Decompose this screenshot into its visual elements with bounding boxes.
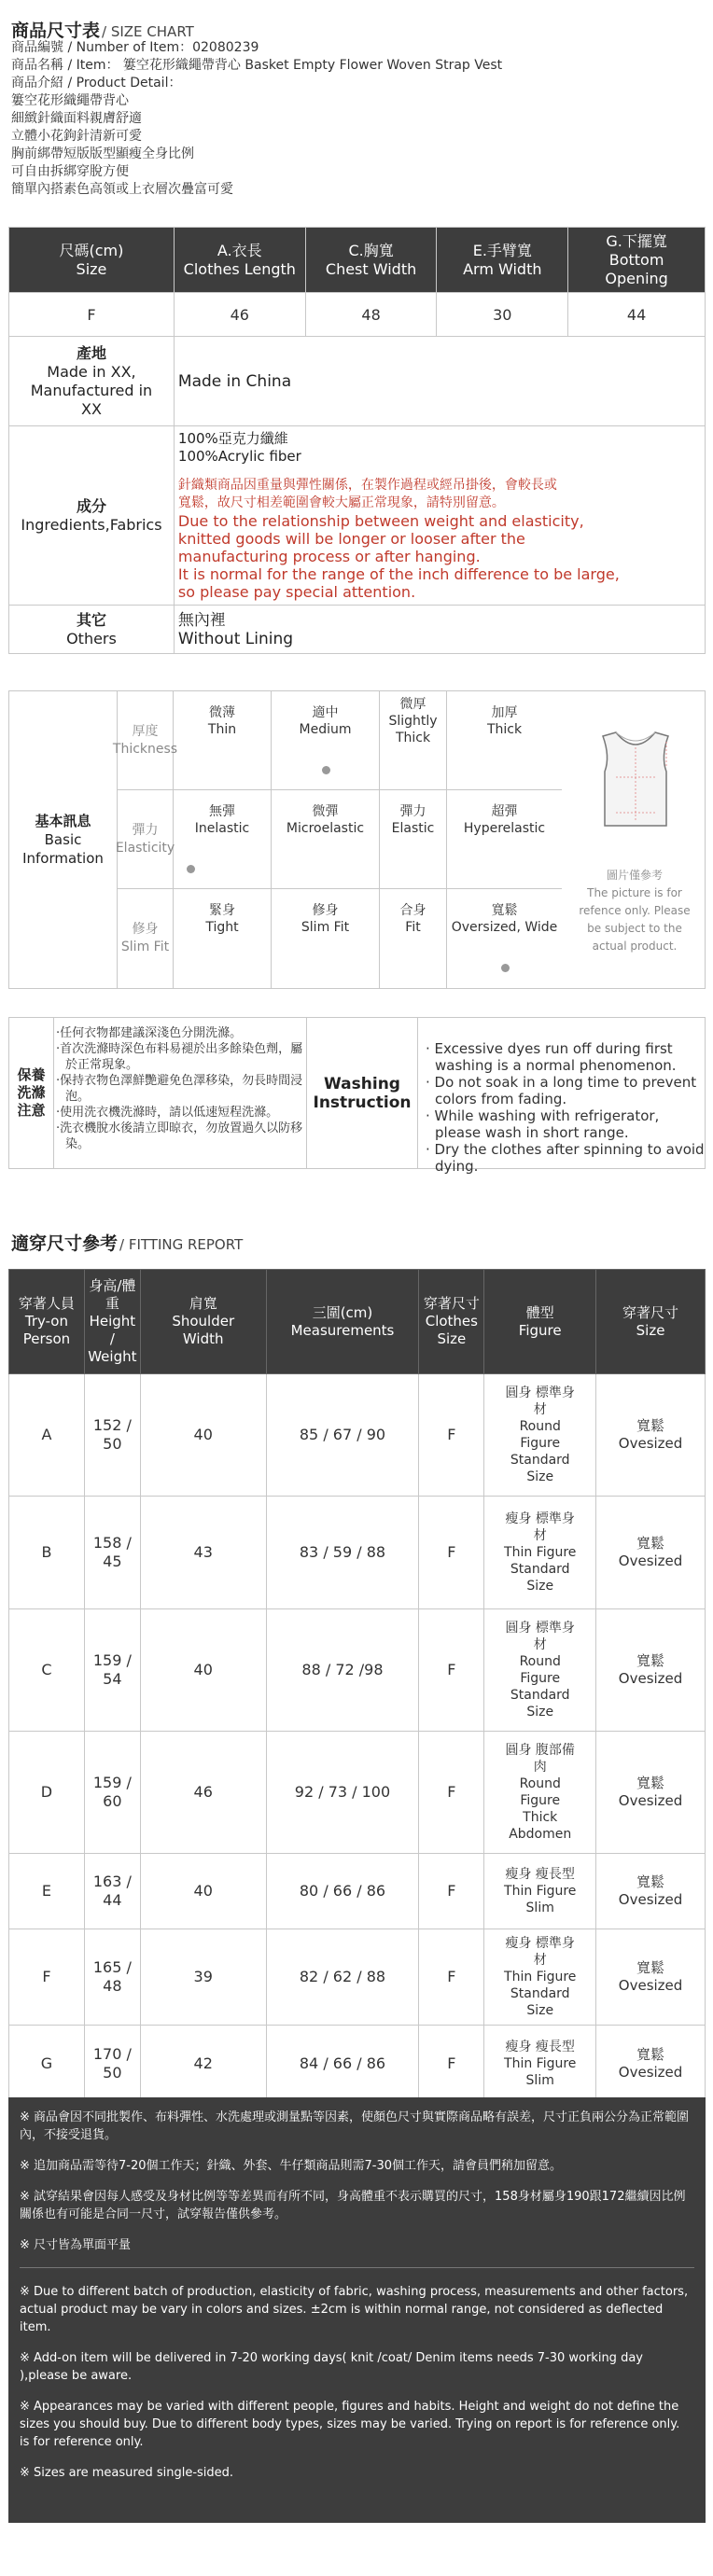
wear-size: 寬鬆 Ovesized (596, 1374, 706, 1497)
thickness-row (112, 691, 562, 790)
shoulder-width: 40 (140, 1854, 266, 1929)
fitting-report-title (11, 1230, 243, 1255)
product-detail-line: 立體小花鉤針清新可愛 (11, 129, 142, 144)
notes-divider (20, 2267, 694, 2268)
fitting-row-d (9, 1732, 706, 1854)
fitting-row-f (9, 1929, 706, 2026)
height-weight: 152 / 50 (84, 1374, 140, 1497)
origin-row (9, 337, 706, 426)
fitting-row-b (9, 1497, 706, 1609)
origin-value: Made in China (174, 337, 705, 426)
figure: 瘦身 標準身 材 Thin Figure Standard Size (484, 1497, 596, 1609)
fit-header-cell: 穿著尺寸 Size (596, 1270, 706, 1374)
clothes-size: F (419, 1609, 484, 1732)
clothes-size: F (419, 1854, 484, 1929)
option-tight: 緊身 Tight (174, 889, 272, 988)
height-weight: 159 / 60 (84, 1732, 140, 1854)
washing-item: ‧首次洗滌時深色布料易褪於出多餘染色劑，屬於正常現象。 (56, 1042, 303, 1072)
try-on-person: F (9, 1929, 85, 2026)
option-fit: 合身 Fit (380, 889, 447, 988)
basic-info (8, 690, 706, 989)
washing-item: ‧洗衣機脫水後請立即晾衣，勿放置過久以防移染。 (56, 1121, 303, 1151)
fit-header-cell: 穿著尺寸 Clothes Size (419, 1270, 484, 1374)
option-slightly-thick: 微厚 Slightly Thick (380, 691, 447, 790)
wear-size: 寬鬆 Ovesized (596, 1854, 706, 1929)
option-hyperelastic: 超彈 Hyperelastic (463, 804, 546, 836)
fitting-title-en: / FITTING REPORT (119, 1236, 244, 1253)
basic-info-label: 基本訊息 Basic Information (9, 691, 118, 988)
fitting-row-a (9, 1374, 706, 1497)
option-inelastic: 無彈 Inelastic (174, 790, 272, 889)
washing-list-zh (56, 1025, 308, 1152)
height-weight: 159 / 54 (84, 1609, 140, 1732)
washing-item: ‧保持衣物色澤鮮艷避免色澤移染，勿長時間浸泡。 (56, 1074, 303, 1104)
measurements: 88 / 72 /98 (266, 1609, 419, 1732)
wear-size: 寬鬆 Ovesized (596, 2026, 706, 2102)
clothes-size: F (419, 1929, 484, 2026)
reference-picture (562, 691, 706, 988)
shoulder-width: 40 (140, 1609, 266, 1732)
washing-item: ‧任何衣物都建議深淺色分開洗滌。 (56, 1026, 243, 1040)
figure: 圓身 標準身 材 Round Figure Standard Size (484, 1609, 596, 1732)
height-weight: 163 / 44 (84, 1854, 140, 1929)
wear-size: 寬鬆 Ovesized (596, 1732, 706, 1854)
try-on-person: C (9, 1609, 85, 1732)
size-header-cell: E.手臂寬 Arm Width (437, 228, 568, 293)
size-chart-title-zh: 商品尺寸表 (11, 21, 101, 41)
option-medium: 適中 Medium (272, 691, 380, 790)
height-weight: 165 / 48 (84, 1929, 140, 2026)
fit-header-cell: 肩寬 Shoulder Width (140, 1270, 266, 1374)
wear-size: 寬鬆 Ovesized (596, 1497, 706, 1609)
vest-diagram-icon (595, 729, 676, 833)
washing-item: · While washing with refrigerator, please wash in short range. (426, 1107, 660, 1141)
picture-note: 圖片僅參考 The picture is for refence only. Please be subject to the actual product. (579, 869, 691, 953)
ingredients-row (9, 426, 706, 606)
washing-list-en (426, 1040, 706, 1175)
measurements: 85 / 67 / 90 (266, 1374, 419, 1497)
note-en: ※ Add-on item will be delivered in 7-20 working days( knit /coat/ Denim items needs 7-30 working day ),please be aware. (20, 2351, 643, 2383)
slim-fit-row (118, 889, 562, 988)
figure: 圓身 腹部備 肉 Round Figure Thick Abdomen (484, 1732, 596, 1854)
fit-header-cell: 體型 Figure (484, 1270, 596, 1374)
clothes-size: F (419, 1732, 484, 1854)
knit-warning-zh: 針織類商品因重量與彈性關係，在製作過程或經吊掛後，會較長或 寬鬆，故尺寸相差範圍會較大屬正常現象，請特別留意。 (177, 478, 557, 510)
size-header-cell: 尺碼(cm) Size (9, 228, 175, 293)
size-cell: 46 (174, 293, 305, 337)
fit-header-cell: 穿著人員 Try-on Person (9, 1270, 85, 1374)
slim-fit-label: 修身 Slim Fit (118, 889, 174, 988)
size-chart-title-en: / SIZE CHART (102, 23, 194, 40)
try-on-person: G (9, 2026, 85, 2102)
size-cell: 48 (305, 293, 437, 337)
elasticity-label: 彈力 Elasticity (118, 790, 174, 889)
try-on-person: A (9, 1374, 85, 1497)
figure: 瘦身 標準身 材 Thin Figure Standard Size (484, 1929, 596, 2026)
clothes-size: F (419, 2026, 484, 2102)
note-en: ※ Sizes are measured single-sided. (20, 2466, 234, 2480)
product-detail-line: 細緻針織面料親膚舒適 (11, 111, 142, 126)
knit-warning-en: Due to the relationship between weight and elasticity, knitted goods will be longer or looser after the manufacturing process or after hanging. It is normal for the range of the inch difference to be large, so please pay special attention. (177, 512, 620, 601)
note-zh: ※ 追加商品需等待7-20個工作天；針織、外套、牛仔類商品則需7-30個工作天，請會員們稍加留意。 (20, 2159, 563, 2173)
option-microelastic: 微彈 Microelastic (272, 790, 380, 889)
wear-size: 寬鬆 Ovesized (596, 1929, 706, 2026)
fit-header-cell: 身高/體重 Height / Weight (84, 1270, 140, 1374)
fitting-header (9, 1270, 706, 1374)
fitting-row-g (9, 2026, 706, 2102)
size-table-header (9, 228, 706, 293)
height-weight: 158 / 45 (84, 1497, 140, 1609)
ingredients-value (174, 426, 705, 606)
fitting-row-e (9, 1854, 706, 1929)
try-on-person: D (9, 1732, 85, 1854)
option-slim-fit: 修身 Slim Fit (272, 889, 380, 988)
note-en: ※ Due to different batch of production, elasticity of fabric, washing process, measurements and other factors, actual product may be vary in colors and sizes. ±2cm is within normal range, not considered as deflected item. (20, 2285, 689, 2334)
others-value: 無內裡 Without Lining (174, 606, 705, 654)
product-name: 商品名稱 / Item： 簍空花形織繩帶背心 Basket Empty Flower Woven Strap Vest (11, 58, 503, 73)
shoulder-width: 40 (140, 1374, 266, 1497)
size-cell: 44 (568, 293, 706, 337)
measurements: 80 / 66 / 86 (266, 1854, 419, 1929)
washing-instructions (8, 1017, 706, 1175)
shoulder-width: 43 (140, 1497, 266, 1609)
product-detail-label: 商品介紹 / Product Detail： (11, 76, 182, 91)
washing-label-zh: 保養 洗滌 注意 (9, 1018, 54, 1168)
selected-dot (501, 964, 510, 972)
selected-dot (187, 865, 195, 873)
option-oversized: 寬鬆 Oversized, Wide (447, 889, 562, 988)
washing-item: ‧使用洗衣機洗滌時，請以低速短程洗滌。 (56, 1106, 279, 1120)
shoulder-width: 39 (140, 1929, 266, 2026)
option-thick: 加厚 Thick (486, 705, 523, 737)
size-header-cell: C.胸寬 Chest Width (305, 228, 437, 293)
size-chart-title (11, 17, 194, 42)
washing-item: · Dry the clothes after spinning to avoid dying. (426, 1141, 705, 1175)
ingredients-label: 成分 Ingredients,Fabrics (9, 426, 175, 606)
shoulder-width: 46 (140, 1732, 266, 1854)
origin-label: 產地 Made in XX, Manufactured in XX (9, 337, 175, 426)
product-detail-line: 簍空花形織繩帶背心 (11, 93, 129, 108)
others-row (9, 606, 706, 654)
fitting-title-zh: 適穿尺寸參考 (11, 1233, 119, 1254)
measurements: 82 / 62 / 88 (266, 1929, 419, 2026)
basic-info-grid (112, 691, 562, 988)
ingredients-line-en: 100%Acrylic fiber (177, 448, 301, 465)
selected-dot (322, 766, 330, 774)
measurements: 83 / 59 / 88 (266, 1497, 419, 1609)
washing-title-en: Washing Instruction (306, 1018, 418, 1168)
measurements: 84 / 66 / 86 (266, 2026, 419, 2102)
product-detail-line: 可自由拆綁穿脫方便 (11, 164, 129, 179)
wear-size: 寬鬆 Ovesized (596, 1609, 706, 1732)
thickness-label: 厚度 Thickness (118, 691, 174, 790)
try-on-person: B (9, 1497, 85, 1609)
note-zh: ※ 商品會因不同批製作、布料彈性、水洗處理或測量點等因素，使顏色尺寸與實際商品略有誤差，尺寸正負兩公分為正常範圍內，不接受退貨。 (20, 2110, 690, 2142)
figure: 圓身 標準身 材 Round Figure Standard Size (484, 1374, 596, 1497)
fitting-table (8, 1269, 706, 2102)
clothes-size: F (419, 1374, 484, 1497)
height-weight: 170 / 50 (84, 2026, 140, 2102)
size-table (8, 227, 706, 654)
size-header-cell: G.下擺寬 Bottom Opening (568, 228, 706, 293)
note-zh: ※ 尺寸皆為單面平量 (20, 2238, 132, 2252)
figure: 瘦身 瘦長型 Thin Figure Slim (484, 1854, 596, 1929)
product-number: 商品編號 / Number of Item：02080239 (11, 40, 259, 55)
size-cell: 30 (437, 293, 568, 337)
note-zh: ※ 試穿結果會因每人感受及身材比例等等差異而有所不同，身高體重不表示購買的尺寸，158身材屬身190跟172繼續因比例關係也有可能是合同一尺寸，試穿報告僅供參考。 (20, 2190, 686, 2221)
washing-item: · Do not soak in a long time to prevent colors from fading. (426, 1074, 697, 1107)
notes-panel (8, 2097, 706, 2523)
size-cell: F (9, 293, 175, 337)
product-detail-line: 簡單內搭素色高領或上衣層次疊富可愛 (11, 182, 233, 197)
measurements: 92 / 73 / 100 (266, 1732, 419, 1854)
option-thin: 微薄 Thin (174, 691, 272, 790)
size-header-cell: A.衣長 Clothes Length (174, 228, 305, 293)
elasticity-row (115, 790, 562, 889)
product-detail-line: 胸前綁帶短版版型顯瘦全身比例 (11, 146, 194, 161)
try-on-person: E (9, 1854, 85, 1929)
option-elastic: 彈力 Elastic (380, 790, 447, 889)
clothes-size: F (419, 1497, 484, 1609)
product-details (11, 39, 502, 199)
washing-item: · Excessive dyes run off during first washing is a normal phenomenon. (426, 1040, 677, 1074)
fitting-row-c (9, 1609, 706, 1732)
others-label: 其它 Others (9, 606, 175, 654)
figure: 瘦身 瘦長型 Thin Figure Slim (484, 2026, 596, 2102)
note-en: ※ Appearances may be varied with different people, figures and habits. Height and weight do not define the sizes you should buy. Due to different body types, sizes may be varied. Trying on report is for reference only. is for reference only. (20, 2400, 680, 2449)
size-row-f (9, 293, 706, 337)
fit-header-cell: 三圍(cm) Measurements (266, 1270, 419, 1374)
ingredients-line-zh: 100%亞克力纖維 (177, 430, 288, 447)
shoulder-width: 42 (140, 2026, 266, 2102)
